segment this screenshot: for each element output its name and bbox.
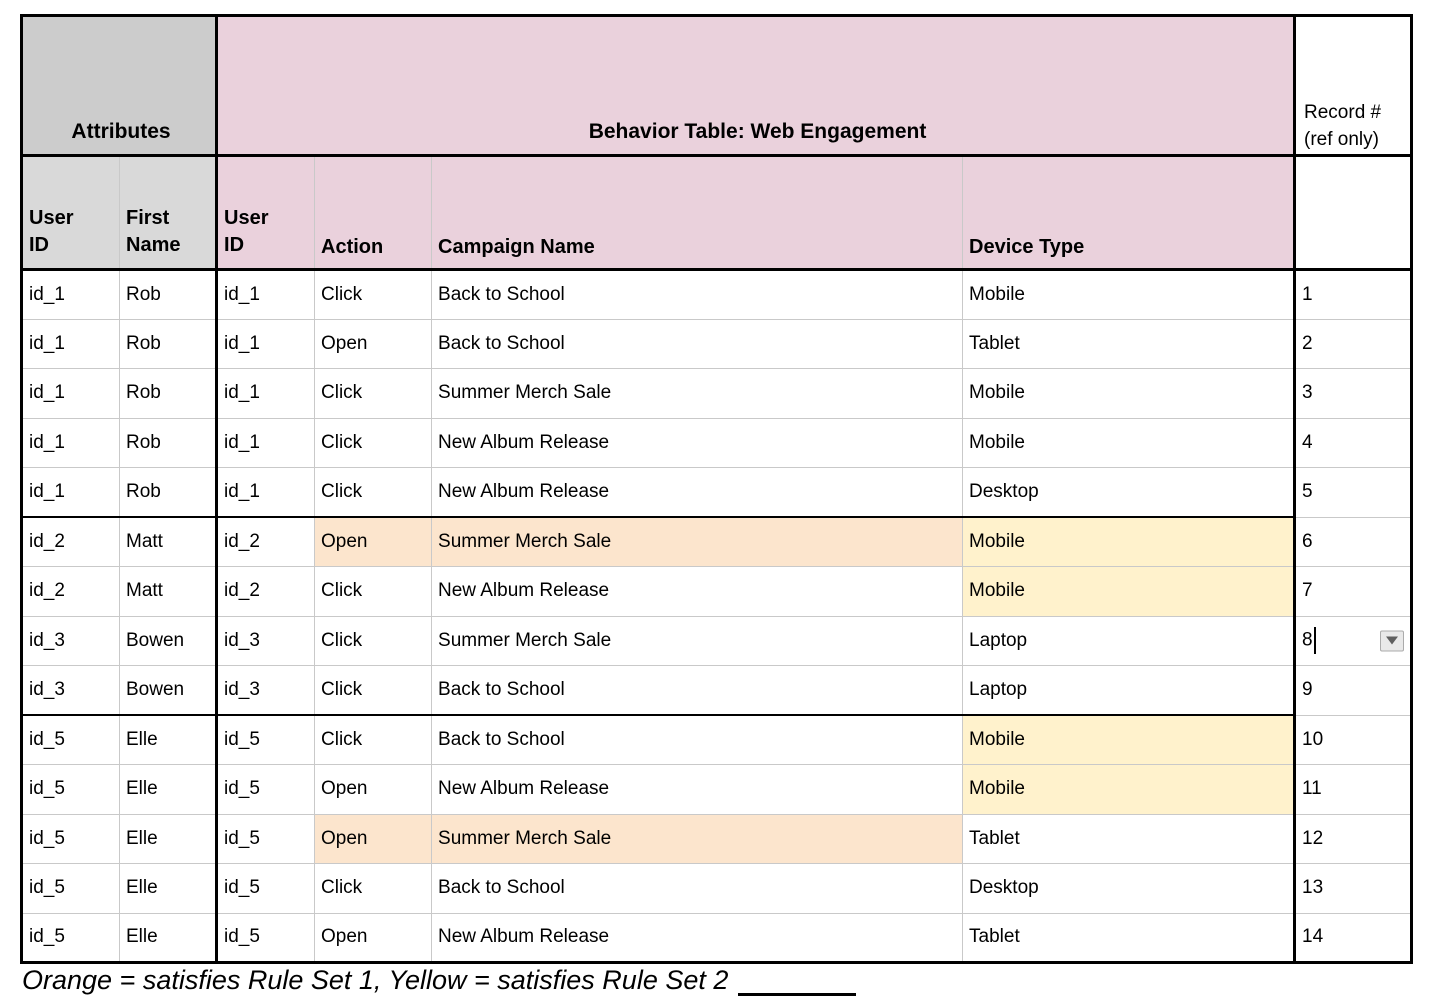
behavior-user-id-cell[interactable]: id_2 — [217, 567, 315, 617]
record-cell[interactable]: 14 — [1295, 913, 1412, 963]
behavior-table — [20, 14, 1413, 964]
campaign-cell[interactable]: New Album Release — [432, 418, 963, 468]
behavior-user-id-cell[interactable]: id_3 — [217, 616, 315, 666]
record-value: 8 — [1302, 629, 1313, 651]
table-row — [22, 913, 1412, 963]
behavior-user-id-cell[interactable]: id_1 — [217, 468, 315, 518]
behavior-user-id-cell[interactable]: id_3 — [217, 666, 315, 716]
behavior-user-id-cell[interactable]: id_1 — [217, 319, 315, 369]
campaign-cell[interactable]: Back to School — [432, 319, 963, 369]
attr-user-id-cell[interactable]: id_1 — [22, 319, 120, 369]
first-name-cell[interactable]: Elle — [120, 715, 217, 765]
device-cell[interactable]: Laptop — [963, 666, 1295, 716]
action-cell[interactable]: Click — [315, 567, 432, 617]
first-name-cell[interactable]: Rob — [120, 468, 217, 518]
table-row — [22, 270, 1412, 320]
device-cell-rule2[interactable]: Mobile — [963, 517, 1295, 567]
campaign-cell[interactable]: New Album Release — [432, 765, 963, 815]
campaign-header[interactable]: Campaign Name — [432, 156, 963, 270]
first-name-cell[interactable]: Rob — [120, 369, 217, 419]
record-cell[interactable]: 9 — [1295, 666, 1412, 716]
table-row — [22, 864, 1412, 914]
device-cell[interactable]: Tablet — [963, 913, 1295, 963]
table-row — [22, 616, 1412, 666]
record-cell[interactable]: 13 — [1295, 864, 1412, 914]
attr-user-id-cell[interactable]: id_2 — [22, 567, 120, 617]
action-cell[interactable]: Click — [315, 864, 432, 914]
table-row — [22, 517, 1412, 567]
behavior-user-id-cell[interactable]: id_1 — [217, 270, 315, 320]
record-cell[interactable]: 2 — [1295, 319, 1412, 369]
device-cell[interactable]: Mobile — [963, 270, 1295, 320]
legend-text: Orange = satisfies Rule Set 1, Yellow = satisfies Rule Set 2 — [22, 965, 729, 995]
behavior-user-id-cell[interactable]: id_5 — [217, 765, 315, 815]
first-name-cell[interactable]: Matt — [120, 567, 217, 617]
table-row — [22, 468, 1412, 518]
campaign-cell[interactable]: New Album Release — [432, 468, 963, 518]
text-cursor — [1314, 627, 1317, 654]
action-cell[interactable]: Click — [315, 616, 432, 666]
record-ref-header-cell[interactable]: Record # (ref only) — [1295, 16, 1412, 156]
attr-user-id-header[interactable] — [22, 156, 120, 270]
first-name-cell[interactable]: Rob — [120, 270, 217, 320]
behavior-user-id-cell[interactable]: id_5 — [217, 913, 315, 963]
action-header[interactable]: Action — [315, 156, 432, 270]
action-cell[interactable]: Click — [315, 715, 432, 765]
behavior-user-id-header[interactable] — [217, 156, 315, 270]
table-row — [22, 418, 1412, 468]
record-cell[interactable]: 11 — [1295, 765, 1412, 815]
device-cell-rule2[interactable]: Mobile — [963, 567, 1295, 617]
record-cell[interactable]: 10 — [1295, 715, 1412, 765]
device-cell[interactable]: Desktop — [963, 864, 1295, 914]
attr-user-id-cell[interactable]: id_1 — [22, 468, 120, 518]
device-cell[interactable]: Laptop — [963, 616, 1295, 666]
device-cell-rule2[interactable]: Mobile — [963, 715, 1295, 765]
first-name-cell[interactable]: Matt — [120, 517, 217, 567]
action-cell[interactable]: Click — [315, 666, 432, 716]
attr-first-name-label: First Name — [126, 207, 181, 256]
first-name-cell[interactable]: Elle — [120, 864, 217, 914]
action-cell[interactable]: Click — [315, 418, 432, 468]
attr-user-id-cell[interactable]: id_1 — [22, 369, 120, 419]
action-cell[interactable]: Click — [315, 369, 432, 419]
table-row — [22, 715, 1412, 765]
campaign-cell-rule1[interactable]: Summer Merch Sale — [432, 814, 963, 864]
record-cell[interactable]: 4 — [1295, 418, 1412, 468]
first-name-cell[interactable]: Elle — [120, 765, 217, 815]
attr-user-id-cell[interactable]: id_5 — [22, 814, 120, 864]
behavior-user-id-cell[interactable]: id_1 — [217, 369, 315, 419]
campaign-cell[interactable]: Summer Merch Sale — [432, 369, 963, 419]
first-name-cell[interactable]: Rob — [120, 319, 217, 369]
behavior-user-id-label: User ID — [224, 207, 269, 256]
first-name-cell[interactable]: Rob — [120, 418, 217, 468]
behavior-user-id-cell[interactable]: id_5 — [217, 814, 315, 864]
campaign-cell[interactable]: Back to School — [432, 270, 963, 320]
record-cell[interactable]: 5 — [1295, 468, 1412, 518]
attr-user-id-label: User ID — [29, 207, 74, 256]
attr-user-id-cell[interactable]: id_3 — [22, 666, 120, 716]
attr-user-id-cell[interactable]: id_5 — [22, 765, 120, 815]
record-cell[interactable]: 12 — [1295, 814, 1412, 864]
campaign-cell-rule1[interactable]: Summer Merch Sale — [432, 517, 963, 567]
record-cell[interactable]: 1 — [1295, 270, 1412, 320]
behavior-user-id-cell[interactable]: id_5 — [217, 715, 315, 765]
blank-line — [738, 971, 856, 996]
action-cell-rule1[interactable]: Open — [315, 814, 432, 864]
action-cell[interactable]: Open — [315, 765, 432, 815]
behavior-user-id-cell[interactable]: id_1 — [217, 418, 315, 468]
campaign-cell[interactable]: New Album Release — [432, 567, 963, 617]
table-header-band — [22, 16, 1412, 156]
table-row — [22, 319, 1412, 369]
first-name-cell[interactable]: Elle — [120, 913, 217, 963]
table-row — [22, 567, 1412, 617]
campaign-cell[interactable]: Back to School — [432, 666, 963, 716]
table-row — [22, 666, 1412, 716]
device-cell[interactable]: Tablet — [963, 814, 1295, 864]
table-row — [22, 765, 1412, 815]
attr-user-id-cell[interactable]: id_1 — [22, 418, 120, 468]
table-row — [22, 814, 1412, 864]
legend — [22, 964, 856, 996]
device-header[interactable]: Device Type — [963, 156, 1295, 270]
device-cell[interactable]: Tablet — [963, 319, 1295, 369]
device-cell-rule2[interactable]: Mobile — [963, 765, 1295, 815]
campaign-cell[interactable]: Back to School — [432, 864, 963, 914]
action-cell-rule1[interactable]: Open — [315, 517, 432, 567]
action-cell[interactable]: Open — [315, 913, 432, 963]
action-cell[interactable]: Click — [315, 270, 432, 320]
attr-user-id-cell[interactable]: id_2 — [22, 517, 120, 567]
action-cell[interactable]: Click — [315, 468, 432, 518]
behavior-user-id-cell[interactable]: id_5 — [217, 864, 315, 914]
first-name-cell[interactable]: Bowen — [120, 666, 217, 716]
campaign-cell[interactable]: Summer Merch Sale — [432, 616, 963, 666]
campaign-cell[interactable]: New Album Release — [432, 913, 963, 963]
table-row — [22, 369, 1412, 419]
dropdown-arrow-icon — [1386, 637, 1398, 645]
attr-user-id-cell[interactable]: id_5 — [22, 864, 120, 914]
record-cell-editing[interactable] — [1295, 616, 1412, 666]
device-cell[interactable]: Desktop — [963, 468, 1295, 518]
record-cell[interactable]: 7 — [1295, 567, 1412, 617]
attr-user-id-cell[interactable]: id_5 — [22, 715, 120, 765]
column-header-row — [22, 156, 1412, 270]
dropdown-button[interactable] — [1380, 630, 1404, 651]
first-name-cell[interactable]: Elle — [120, 814, 217, 864]
attr-user-id-cell[interactable]: id_5 — [22, 913, 120, 963]
attr-user-id-cell[interactable]: id_3 — [22, 616, 120, 666]
attributes-header-cell[interactable]: Attributes — [22, 16, 217, 156]
campaign-cell[interactable]: Back to School — [432, 715, 963, 765]
record-cell[interactable]: 6 — [1295, 517, 1412, 567]
first-name-cell[interactable]: Bowen — [120, 616, 217, 666]
behavior-title-cell[interactable]: Behavior Table: Web Engagement — [217, 16, 1295, 156]
behavior-user-id-cell[interactable]: id_2 — [217, 517, 315, 567]
device-cell[interactable]: Mobile — [963, 369, 1295, 419]
record-cell[interactable]: 3 — [1295, 369, 1412, 419]
record-header-empty[interactable] — [1295, 156, 1412, 270]
attr-user-id-cell[interactable]: id_1 — [22, 270, 120, 320]
action-cell[interactable]: Open — [315, 319, 432, 369]
device-cell[interactable]: Mobile — [963, 418, 1295, 468]
attr-first-name-header[interactable] — [120, 156, 217, 270]
